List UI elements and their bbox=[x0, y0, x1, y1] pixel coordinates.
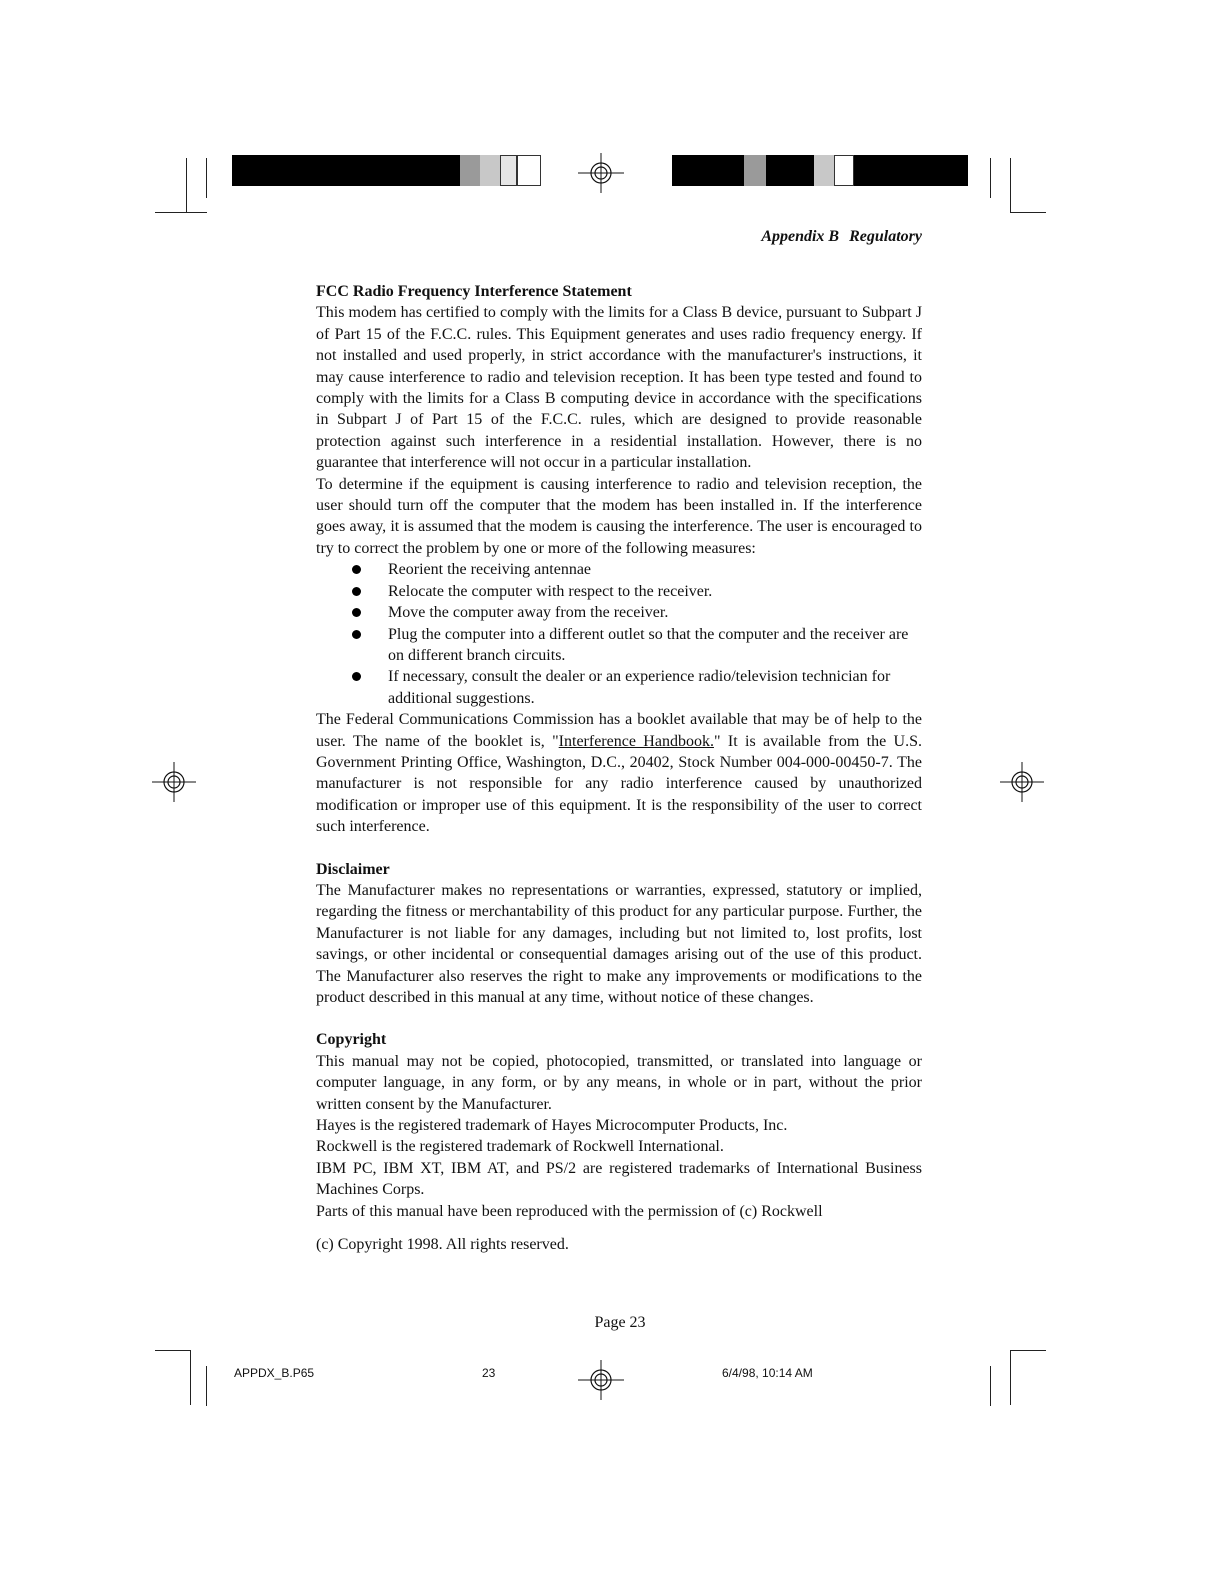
registration-target-icon-top bbox=[578, 153, 624, 193]
fcc-section-title: FCC Radio Frequency Interference Statement bbox=[316, 283, 632, 300]
bullet-icon bbox=[352, 587, 361, 596]
list-item-text: Plug the computer into a different outlet so that the computer and the receiver are on different branch circuits. bbox=[388, 625, 909, 664]
bullet-icon bbox=[352, 630, 361, 639]
footer-page: 23 bbox=[482, 1366, 496, 1380]
list-item-text: Reorient the receiving antennae bbox=[388, 561, 592, 579]
list-item-text: If necessary, consult the dealer or an experience radio/television technician for additional suggestions. bbox=[388, 668, 891, 707]
trademark-ibm: IBM PC, IBM XT, IBM AT, and PS/2 are registered trademarks of International Business Machines Corps. bbox=[316, 1159, 922, 1199]
footer-filename: APPDX_B.P65 bbox=[234, 1366, 315, 1380]
fcc-paragraph-3 bbox=[316, 709, 922, 837]
list-item bbox=[316, 602, 922, 623]
fcc-measures-list bbox=[316, 559, 922, 709]
trademark-hayes: Hayes is the registered trademark of Hayes Microcomputer Products, Inc. bbox=[316, 1117, 788, 1135]
registration-target-icon-bottom bbox=[578, 1360, 624, 1400]
page-number: Page 23 bbox=[594, 1314, 646, 1331]
disclaimer-title: Disclaimer bbox=[316, 860, 390, 878]
footer-timestamp: 6/4/98, 10:14 AM bbox=[722, 1366, 813, 1380]
copyright-paragraph: This manual may not be copied, photocopied, transmitted, or translated into language or computer language, in any form, or by any means, in whole or in part, without the prior written consent by the Manufacturer. bbox=[316, 1052, 922, 1113]
booklet-title: Interference Handbook. bbox=[558, 732, 714, 750]
header-section: Regulatory bbox=[849, 228, 922, 245]
copyright-notice: (c) Copyright 1998. All rights reserved. bbox=[316, 1236, 569, 1254]
registration-target-icon-right bbox=[1000, 762, 1044, 802]
list-item-text: Relocate the computer with respect to the receiver. bbox=[388, 582, 713, 600]
disclaimer-text: The Manufacturer makes no representations or warranties, expressed, statutory or implied, regarding the fitness or merchantability of this product for any particular purpose. Further, the Manufacturer is not liable for any damages, including but not limited to, lost profits, lost savings, or other incidental or consequential damages arising out of the use of this product. The Manufacturer also reserves the right to make any improvements or modifications to the product described in this manual at any time, without notice of these changes. bbox=[316, 881, 922, 1006]
bullet-icon bbox=[352, 565, 361, 574]
copyright-title: Copyright bbox=[316, 1031, 387, 1049]
fcc-paragraph-1: This modem has certified to comply with the limits for a Class B device, pursuant to Subpart J of Part 15 of the F.C.C. rules. This Equipment generates and uses radio frequency energy. If not installed and used properly, in strict accordance with the manufacturer's instructions, it may cause interference to radio and television reception. It has been type tested and found to comply with the limits for a Class B computing device in accordance with the specifications in Subpart J of Part 15 of the F.C.C. rules, which are designed to provide reasonable protection against such interference in a residential installation. However, there is no guarantee that interference will not occur in a particular installation. bbox=[316, 304, 922, 472]
running-header bbox=[600, 228, 922, 246]
page-content bbox=[316, 281, 922, 1255]
list-item-text: Move the computer away from the receiver. bbox=[388, 604, 669, 622]
bullet-icon bbox=[352, 672, 361, 681]
fcc-paragraph-3-start: The Federal Communications Commission has a booklet available that may be of help to the user. The name of the booklet is, " bbox=[316, 711, 922, 750]
list-item bbox=[316, 559, 922, 580]
registration-target-icon-left bbox=[152, 762, 196, 802]
list-item bbox=[316, 581, 922, 602]
fcc-paragraph-2: To determine if the equipment is causing interference to radio and television reception, the user should turn off the computer that the modem has been installed in. If the interference goes away, it is assumed that the modem is causing the interference. The user is encouraged to try to correct the problem by one or more of the following measures: bbox=[316, 475, 922, 557]
permission-note: Parts of this manual have been reproduced with the permission of (c) Rockwell bbox=[316, 1202, 823, 1220]
list-item bbox=[316, 624, 922, 667]
fcc-paragraph-3-end: " It is available from the U.S. Government Printing Office, Washington, D.C., 20402, Stock Number 004-000-00450-7. The manufacturer is not responsible for any radio interference caused by unauthorized modification or improper use of this equipment. It is the responsibility of the user to correct such interference. bbox=[316, 732, 923, 836]
list-item bbox=[316, 666, 922, 709]
trademark-rockwell: Rockwell is the registered trademark of Rockwell International. bbox=[316, 1138, 724, 1156]
header-appendix: Appendix B bbox=[761, 228, 840, 245]
bullet-icon bbox=[352, 608, 361, 617]
